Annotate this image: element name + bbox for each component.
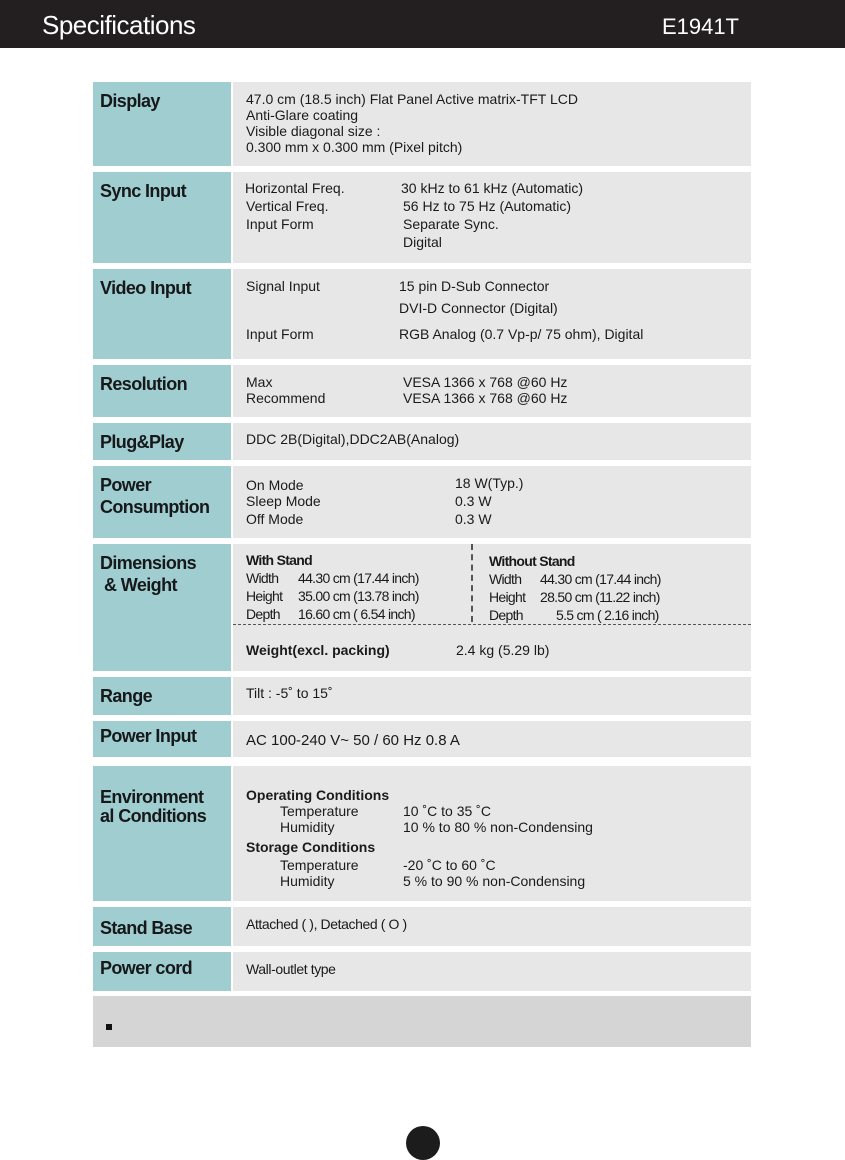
sync-key: Input Form (246, 216, 314, 232)
sync-value: Digital (403, 234, 442, 250)
power-cord-value: Wall-outlet type (246, 961, 336, 977)
spec-label-stand-base: Stand Base (93, 907, 231, 946)
video-signal-key: Signal Input (246, 278, 320, 294)
power-input-value: AC 100-240 V~ 50 / 60 Hz 0.8 A (246, 732, 460, 749)
resolution-value: VESA 1366 x 768 @60 Hz (403, 390, 568, 406)
spec-row-dimensions-weight (93, 544, 751, 671)
sync-value: 56 Hz to 75 Hz (Automatic) (403, 198, 572, 214)
label-line: Environment (100, 787, 204, 807)
spec-label-dimensions-weight (93, 544, 231, 671)
dimension-key: Depth (489, 607, 523, 623)
spec-row-range (93, 677, 751, 715)
env-key: Temperature (280, 857, 359, 873)
env-key: Humidity (280, 819, 335, 835)
video-form-value: RGB Analog (0.7 Vp-p/ 75 ohm), Digital (399, 326, 644, 342)
plug-play-value: DDC 2B(Digital),DDC2AB(Analog) (246, 431, 460, 447)
spec-label-plug-play: Plug&Play (93, 423, 231, 460)
spec-row-stand-base (93, 907, 751, 946)
display-line: Visible diagonal size : (246, 123, 381, 139)
dimension-key: Depth (246, 606, 280, 622)
spec-value-resolution (233, 365, 751, 417)
spec-value-sync-input (233, 172, 751, 263)
spec-row-resolution (93, 365, 751, 417)
spec-label-environmental (93, 766, 231, 901)
env-key: Humidity (280, 873, 335, 889)
range-value: Tilt : -5˚ to 15˚ (246, 685, 333, 701)
spec-value-power-consumption (233, 466, 751, 538)
display-line: Anti-Glare coating (246, 107, 359, 123)
sync-key: Horizontal Freq. (245, 180, 345, 196)
spec-label-power-consumption (93, 466, 231, 538)
spec-row-power-consumption (93, 466, 751, 538)
resolution-key: Recommend (246, 390, 326, 406)
dimension-key: Height (489, 589, 526, 605)
page-header (0, 0, 845, 48)
weight-value: 2.4 kg (5.29 lb) (456, 642, 550, 658)
spec-value-dimensions-weight (233, 544, 751, 671)
video-form-key: Input Form (246, 326, 314, 342)
dimension-key: Width (246, 570, 279, 586)
dimension-value: 16.60 cm ( 6.54 inch) (298, 606, 415, 622)
dimension-key: Width (489, 571, 522, 587)
spec-row-power-input (93, 721, 751, 757)
page-title: Specifications (42, 10, 196, 40)
power-value: 18 W(Typ.) (455, 475, 524, 491)
power-value: 0.3 W (455, 511, 492, 527)
page-number-badge (406, 1126, 440, 1160)
label-line: al Conditions (100, 806, 207, 826)
model-number: E1941T (661, 14, 739, 39)
without-stand-title: Without Stand (489, 553, 575, 569)
note-box (93, 996, 751, 1047)
spec-label-resolution: Resolution (93, 365, 231, 417)
spec-row-video-input (93, 269, 751, 359)
storage-title: Storage Conditions (246, 839, 376, 855)
spec-label-range: Range (93, 677, 231, 715)
spec-value-power-cord (233, 952, 751, 991)
operating-title: Operating Conditions (246, 787, 390, 803)
power-key: On Mode (246, 477, 304, 493)
env-key: Temperature (280, 803, 359, 819)
dimension-value: 44.30 cm (17.44 inch) (298, 570, 419, 586)
spec-value-video-input (233, 269, 751, 359)
display-line: 0.300 mm x 0.300 mm (Pixel pitch) (246, 139, 463, 155)
env-value: 5 % to 90 % non-Condensing (403, 873, 586, 889)
dimension-value: 44.30 cm (17.44 inch) (540, 571, 661, 587)
spec-row-power-cord (93, 952, 751, 991)
dimension-value: 5.5 cm ( 2.16 inch) (556, 607, 659, 623)
with-stand-title: With Stand (246, 552, 312, 568)
spec-value-power-input (233, 721, 751, 757)
spec-value-range (233, 677, 751, 715)
spec-label-sync-input: Sync Input (93, 172, 231, 263)
resolution-value: VESA 1366 x 768 @60 Hz (403, 374, 568, 390)
env-value: -20 ˚C to 60 ˚C (403, 857, 496, 873)
env-value: 10 % to 80 % non-Condensing (403, 819, 593, 835)
dashed-divider (233, 624, 751, 625)
spec-row-display (93, 82, 751, 166)
label-line: Power (100, 475, 152, 495)
label-line: & Weight (104, 575, 177, 595)
spec-row-sync-input (93, 172, 751, 263)
dashed-divider (471, 544, 473, 622)
spec-value-environmental (233, 766, 751, 901)
dimension-key: Height (246, 588, 283, 604)
power-value: 0.3 W (455, 493, 492, 509)
power-key: Off Mode (246, 511, 304, 527)
sync-value: 30 kHz to 61 kHz (Automatic) (401, 180, 584, 196)
spec-value-stand-base (233, 907, 751, 946)
dimension-value: 35.00 cm (13.78 inch) (298, 588, 419, 604)
sync-key: Vertical Freq. (246, 198, 329, 214)
spec-label-display: Display (93, 82, 231, 166)
env-value: 10 ˚C to 35 ˚C (403, 803, 491, 819)
stand-base-value: Attached ( ), Detached ( O ) (246, 916, 407, 932)
spec-value-display (233, 82, 751, 166)
video-signal-value: DVI-D Connector (Digital) (399, 300, 558, 316)
spec-label-power-cord: Power cord (93, 952, 231, 991)
bullet-icon (106, 1024, 112, 1030)
label-line: Consumption (100, 497, 210, 517)
weight-label: Weight(excl. packing) (246, 642, 390, 658)
resolution-key: Max (246, 374, 273, 390)
dimension-value: 28.50 cm (11.22 inch) (540, 589, 660, 605)
spec-label-video-input: Video Input (93, 269, 231, 359)
video-signal-value: 15 pin D-Sub Connector (399, 278, 550, 294)
power-key: Sleep Mode (246, 493, 321, 509)
spec-value-plug-play (233, 423, 751, 460)
spec-row-environmental (93, 766, 751, 901)
label-line: Dimensions (100, 553, 197, 573)
sync-value: Separate Sync. (403, 216, 499, 232)
spec-label-power-input: Power Input (93, 721, 231, 757)
spec-row-plug-play (93, 423, 751, 460)
display-line: 47.0 cm (18.5 inch) Flat Panel Active matrix-TFT LCD (246, 91, 578, 107)
